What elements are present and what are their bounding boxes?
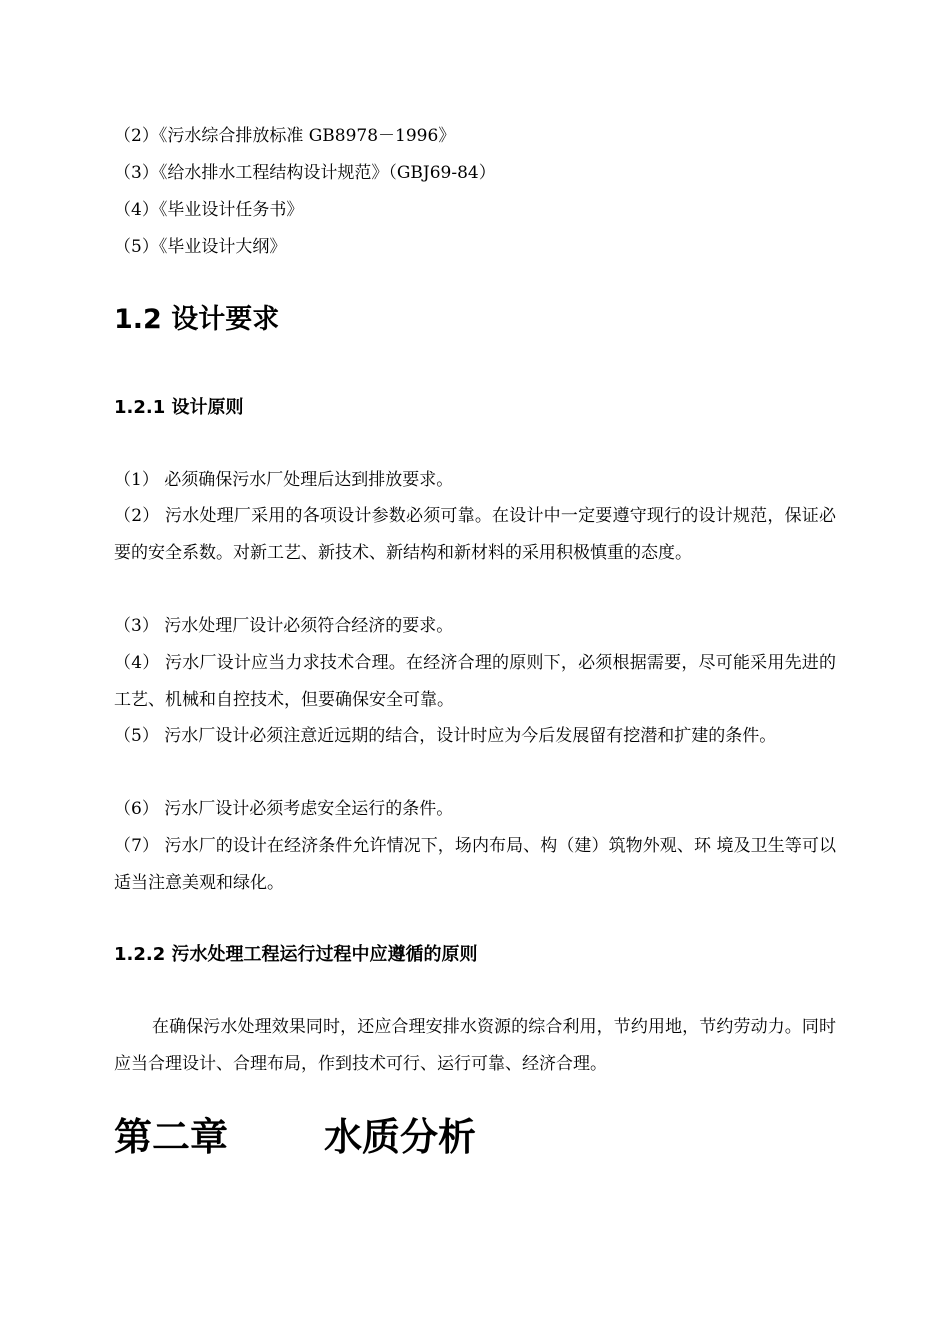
chapter-number: 第二章 (114, 1115, 229, 1159)
chapter-heading (114, 1113, 476, 1161)
principle-item: （4） 污水厂设计应当力求技术合理。在经济合理的原则下，必须根据需要，尽可能采用先进的工艺、机械和自控技术，但要确保安全可靠。 (114, 653, 836, 710)
section-heading-1-2: 1.2 设计要求 (114, 304, 280, 335)
principle-item: （1） 必须确保污水厂处理后达到排放要求。 (114, 470, 454, 490)
reference-item: （2）《污水综合排放标准 GB8978－1996》 (114, 126, 456, 146)
chapter-title: 水质分析 (324, 1115, 477, 1159)
section-heading-1-2-1: 1.2.1 设计原则 (114, 397, 244, 418)
section-heading-1-2-2: 1.2.2 污水处理工程运行过程中应遵循的原则 (114, 944, 478, 965)
reference-item: （4）《毕业设计任务书》 (114, 200, 304, 220)
reference-item: （5）《毕业设计大纲》 (114, 237, 287, 257)
principle-item: （7） 污水厂的设计在经济条件允许情况下，场内布局、构（建）筑物外观、环 境及卫生等可以适当注意美观和绿化。 (114, 836, 836, 893)
principle-item: （6） 污水厂设计必须考虑安全运行的条件。 (114, 799, 454, 819)
principle-item: （3） 污水处理厂设计必须符合经济的要求。 (114, 616, 454, 636)
reference-item: （3）《给水排水工程结构设计规范》（GBJ69-84） (114, 163, 496, 183)
section-body: 在确保污水处理效果同时，还应合理安排水资源的综合利用，节约用地，节约劳动力。同时应当合理设计、合理布局，作到技术可行、运行可靠、经济合理。 (114, 1017, 836, 1074)
principle-item: （2） 污水处理厂采用的各项设计参数必须可靠。在设计中一定要遵守现行的设计规范，保证必要的安全系数。对新工艺、新技术、新结构和新材料的采用积极慎重的态度。 (114, 506, 836, 563)
principle-item: （5） 污水厂设计必须注意近远期的结合，设计时应为今后发展留有挖潜和扩建的条件。 (114, 726, 777, 746)
